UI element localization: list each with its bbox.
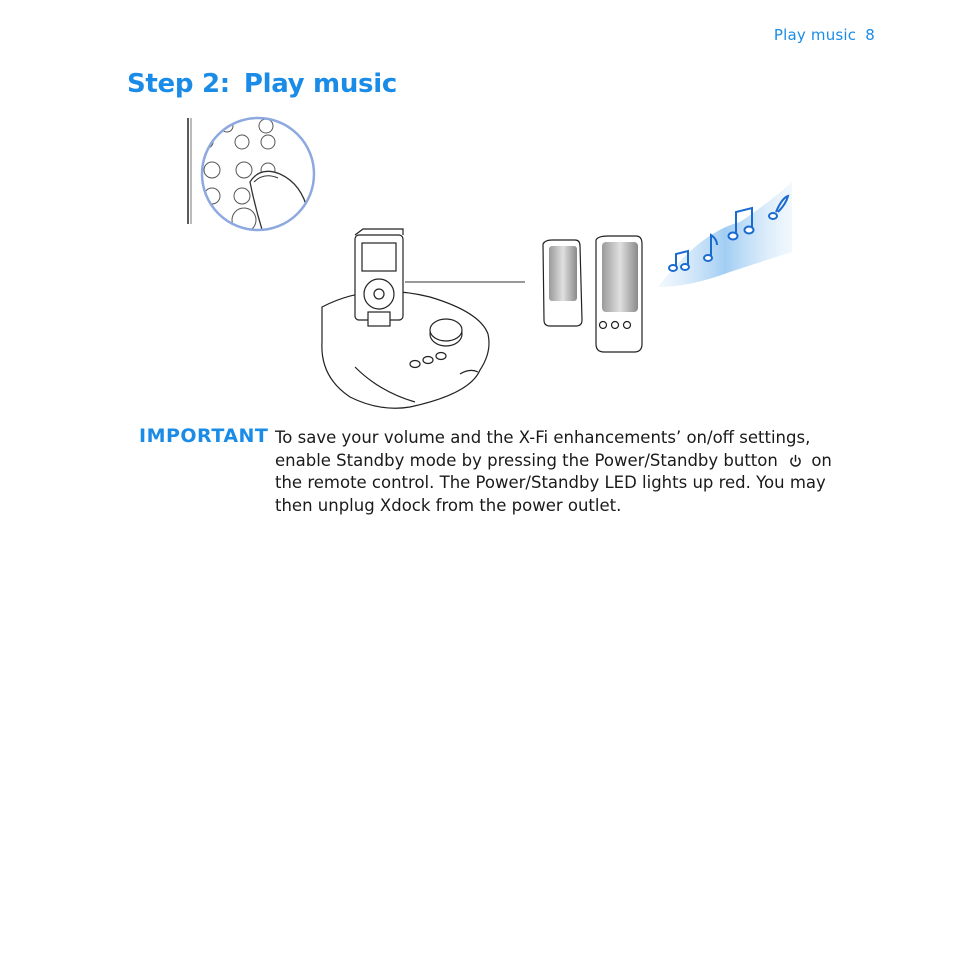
header-section: Play music bbox=[773, 26, 857, 44]
speakers-icon bbox=[543, 236, 642, 352]
step-title: Play music bbox=[243, 69, 397, 99]
page-number: 8 bbox=[865, 26, 875, 44]
music-notes-icon bbox=[658, 182, 792, 287]
ipod-dock-icon bbox=[322, 229, 489, 408]
setup-illustration bbox=[180, 112, 810, 412]
note-text-part-1: To save your volume and the X-Fi enhancements’ on/off settings, enable Standby mode by pressing the Power/Standby button bbox=[275, 428, 811, 470]
important-label: IMPORTANT bbox=[139, 425, 269, 447]
step-label: Step 2: bbox=[127, 69, 230, 99]
note-text-part-2: on the remote control. The Power/Standby LED lights up red. You may then unplug Xdock from the power outlet. bbox=[275, 450, 832, 515]
important-note bbox=[275, 427, 850, 517]
power-icon bbox=[789, 454, 802, 468]
page-title bbox=[127, 69, 397, 99]
running-header bbox=[774, 26, 875, 44]
remote-control-icon bbox=[188, 112, 325, 242]
